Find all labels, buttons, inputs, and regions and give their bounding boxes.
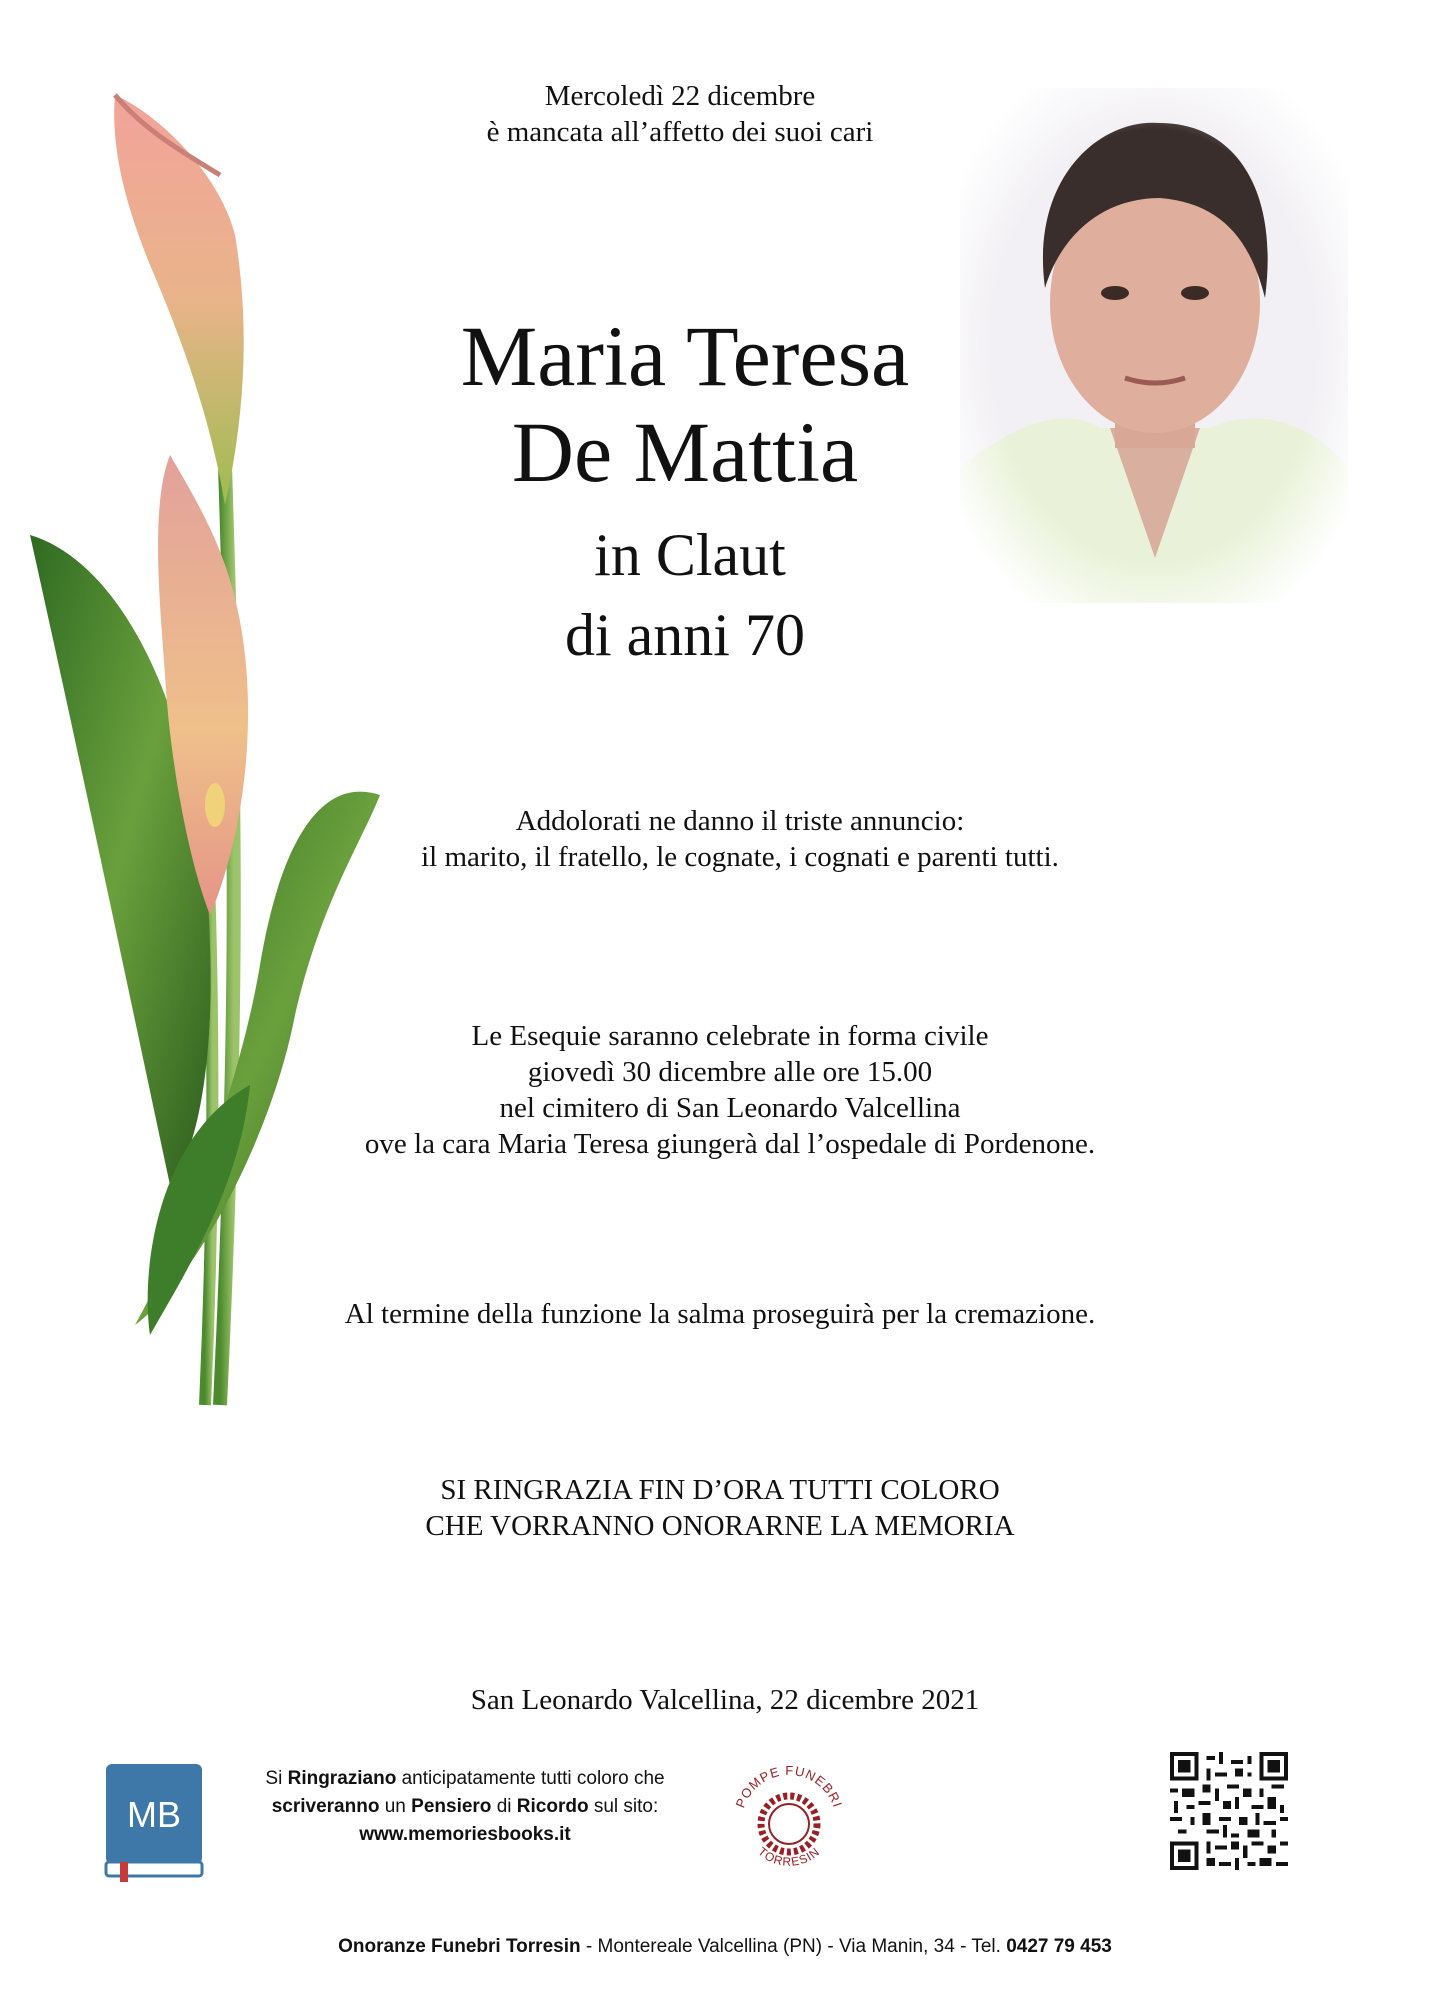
intro-subtitle: è mancata all’affetto dei suoi cari bbox=[486, 116, 874, 148]
qr-code[interactable] bbox=[1170, 1752, 1288, 1870]
deceased-first-names: Maria Teresa bbox=[460, 308, 910, 404]
memoriesbooks-line-2: scriveranno un Pensiero di Ricordo sul sito: bbox=[271, 1796, 659, 1817]
footer-phone: 0427 79 453 bbox=[1006, 1936, 1112, 1957]
thanks-text bbox=[300, 1472, 1140, 1544]
deceased-married-name: in Claut bbox=[594, 522, 786, 588]
footer-company: Onoranze Funebri Torresin bbox=[338, 1936, 581, 1957]
funeral-line-1: Le Esequie saranno celebrate in forma civile bbox=[471, 1020, 989, 1052]
intro-text bbox=[400, 78, 960, 150]
deceased-age: di anni 70 bbox=[565, 602, 805, 668]
memoriesbooks-message bbox=[205, 1765, 725, 1849]
memoriesbooks-url[interactable]: www.memoriesbooks.it bbox=[359, 1824, 571, 1845]
funeral-home-footer bbox=[260, 1936, 1190, 1958]
memoriesbooks-line-1: Si Ringraziano anticipatamente tutti coloro che bbox=[265, 1768, 665, 1789]
torresin-bottom-text: TORRESIN bbox=[755, 1844, 823, 1869]
portrait-photo bbox=[960, 88, 1348, 603]
announcement-line-2: il marito, il fratello, le cognate, i cognati e parenti tutti. bbox=[421, 841, 1059, 873]
cremation-text: Al termine della funzione la salma proseguirà per la cremazione. bbox=[344, 1298, 1096, 1330]
place-and-date: San Leonardo Valcellina, 22 dicembre 2021 bbox=[470, 1684, 980, 1716]
torresin-top-text: POMPE FUNEBRI bbox=[732, 1762, 846, 1810]
memoriesbooks-logo[interactable] bbox=[104, 1762, 204, 1884]
announcement-line-1: Addolorati ne danno il triste annuncio: bbox=[515, 805, 965, 837]
thanks-line-2: CHE VORRANNO ONORARNE LA MEMORIA bbox=[425, 1510, 1015, 1542]
funeral-line-3: nel cimitero di San Leonardo Valcellina bbox=[499, 1092, 961, 1124]
calla-lily-illustration bbox=[20, 85, 400, 1415]
thanks-line-1: SI RINGRAZIA FIN D’ORA TUTTI COLORO bbox=[440, 1474, 1000, 1506]
funeral-line-2: giovedì 30 dicembre alle ore 15.00 bbox=[527, 1056, 933, 1088]
announcement-text bbox=[300, 803, 1180, 875]
funeral-line-4: ove la cara Maria Teresa giungerà dal l’ospedale di Pordenone. bbox=[364, 1128, 1096, 1160]
pompe-funebri-torresin-logo bbox=[724, 1752, 854, 1882]
calla-flower-top bbox=[114, 95, 243, 505]
mb-logo-text: MB bbox=[127, 1794, 181, 1835]
intro-date: Mercoledì 22 dicembre bbox=[544, 80, 816, 112]
deceased-surname: De Mattia bbox=[511, 404, 859, 500]
svg-text:POMPE FUNEBRI bbox=[733, 1763, 846, 1810]
footer-address: - Montereale Valcellina (PN) - Via Manin, 34 - Tel. bbox=[580, 1936, 1007, 1957]
funeral-details bbox=[260, 1018, 1200, 1162]
svg-text:TORRESIN bbox=[755, 1844, 822, 1869]
